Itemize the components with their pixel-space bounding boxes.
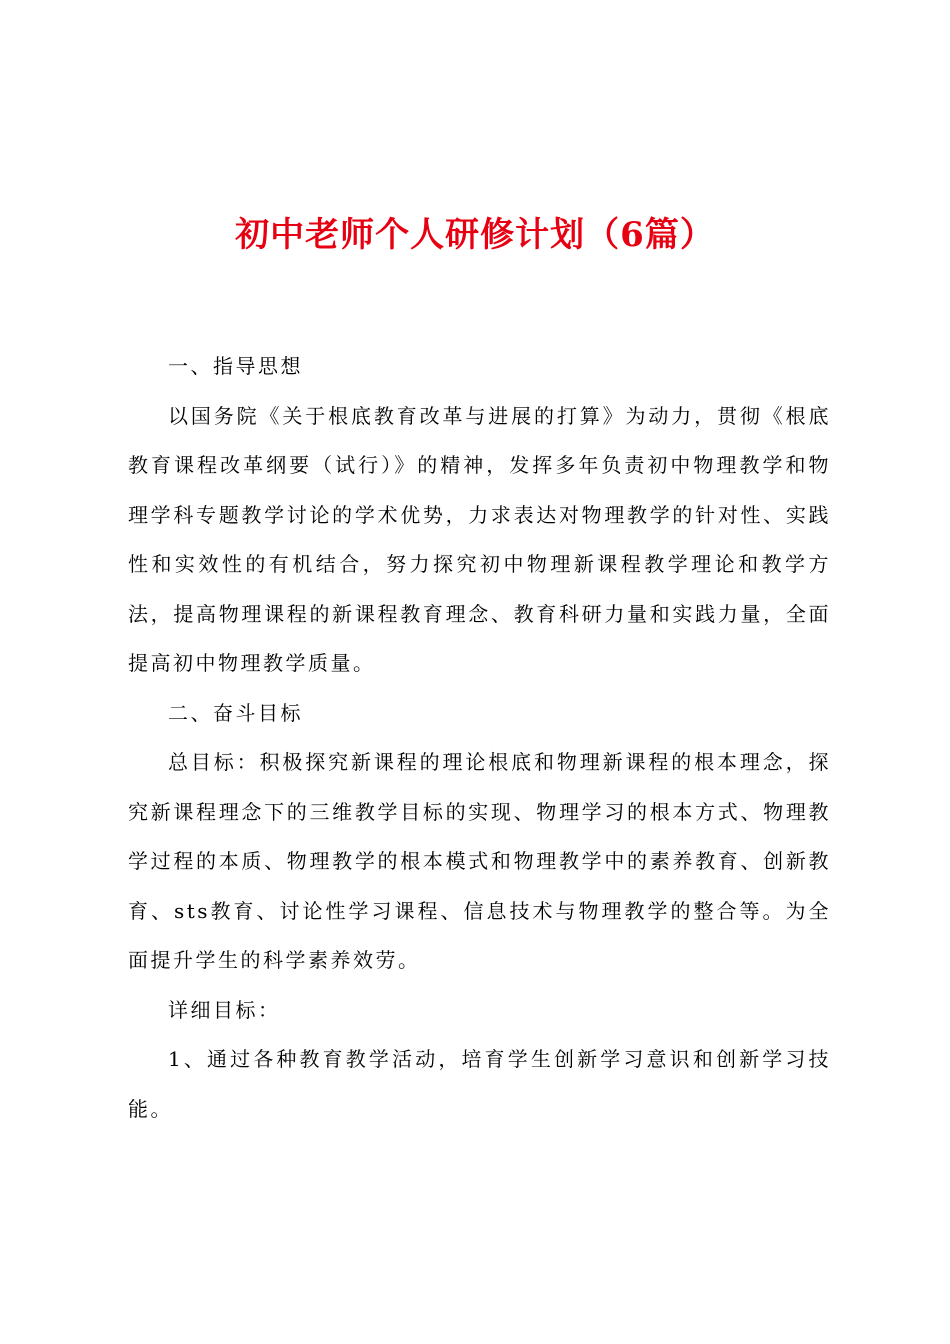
paragraph-detailed-goal-1: 1、通过各种教育教学活动，培育学生创新学习意识和创新学习技能。: [128, 1047, 831, 1121]
paragraph-overall-goal: 总目标：积极探究新课程的理论根底和物理新课程的根本理念，探究新课程理念下的三维教学目标的实现、物理学习的根本方式、物理教学过程的本质、物理教学的根本模式和物理教学中的素养教育、创新教育、sts教育、讨论性学习课程、信息技术与物理教学的整合等。为全面提升学生的科学素养效劳。: [128, 750, 831, 972]
heading-guiding-thought: 一、指导思想: [168, 354, 303, 378]
heading-goals: 二、奋斗目标: [168, 700, 303, 725]
paragraph-guiding-thought: 以国务院《关于根底教育改革与进展的打算》为动力，贯彻《根底教育课程改革纲要（试行）》的精神，发挥多年负责初中物理教学和物理学科专题教学讨论的学术优势，力求表达对物理教学的针对性、实践性和实效性的有机结合，努力探究初中物理新课程教学理论和教学方法，提高物理课程的新课程教育理念、教育科研力量和实践力量，全面提高初中物理教学质量。: [128, 403, 831, 675]
document-body: [128, 342, 831, 1134]
heading-detailed-goals: 详细目标：: [168, 997, 281, 1022]
document-title: 初中老师个人研修计划（6篇）: [235, 215, 715, 255]
